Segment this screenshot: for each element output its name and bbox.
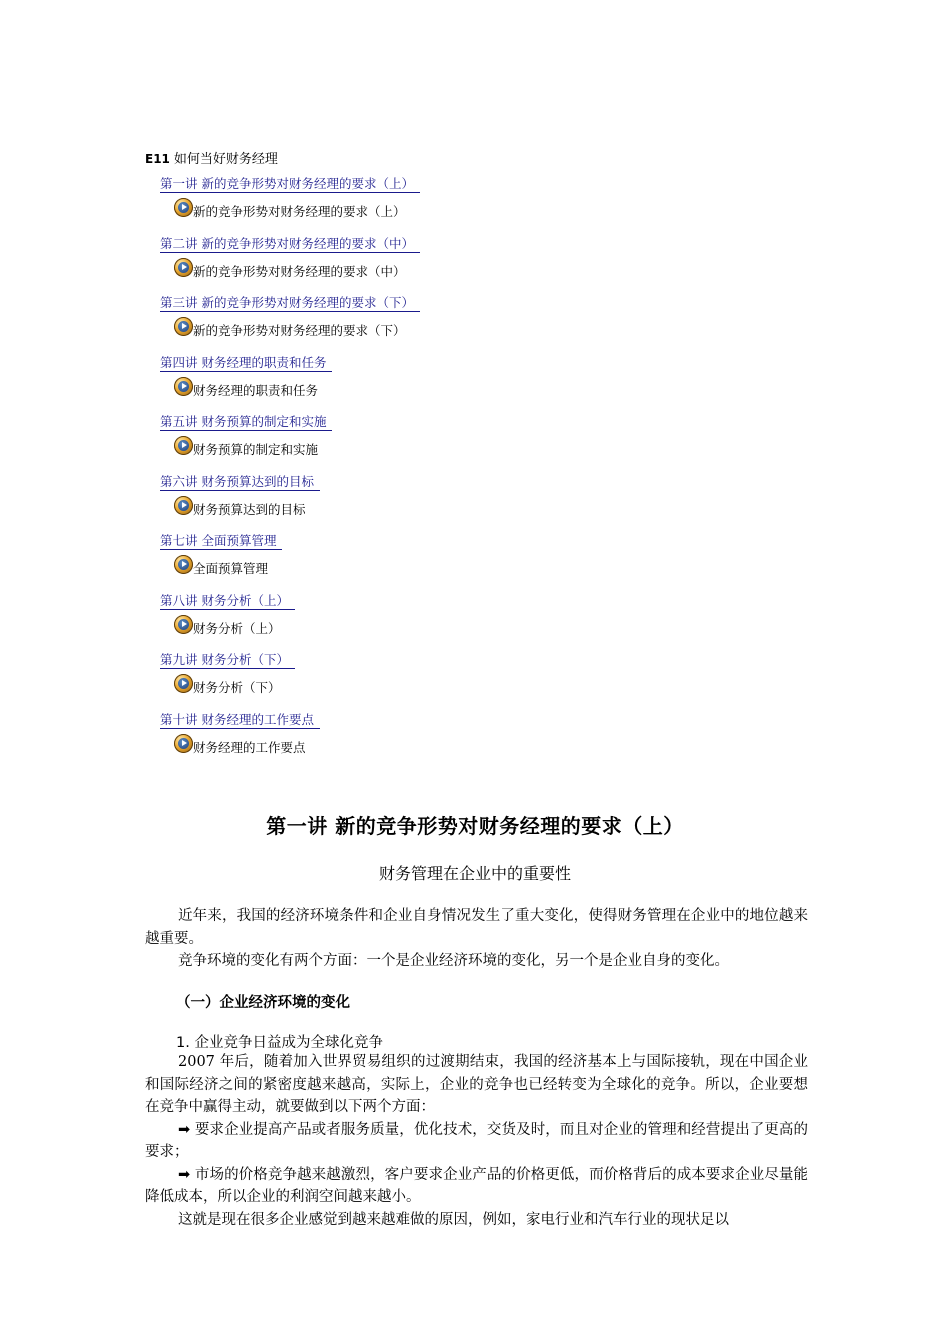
course-title (145, 148, 278, 167)
play-video-icon[interactable] (174, 496, 193, 515)
point-heading: 1. 企业竞争日益成为全球化竞争 (176, 1035, 383, 1051)
video-label: 财务经理的职责和任务 (193, 382, 319, 398)
arrow-right-icon: ➡ (178, 1121, 191, 1138)
part-heading: （一）企业经济环境的变化 (176, 995, 350, 1011)
lecture-link[interactable]: 第九讲 财务分析（下） (160, 652, 295, 669)
play-video-icon[interactable] (174, 674, 193, 693)
video-label: 全面预算管理 (193, 561, 269, 576)
lecture-link[interactable]: 第八讲 财务分析（上） (160, 593, 295, 610)
play-video-icon[interactable] (174, 258, 193, 277)
video-item[interactable] (174, 615, 281, 637)
video-label: 新的竞争形势对财务经理的要求（下） (193, 323, 406, 338)
play-video-icon[interactable] (174, 377, 193, 396)
play-video-icon[interactable] (174, 317, 193, 336)
video-item[interactable] (174, 258, 406, 280)
video-label: 新的竞争形势对财务经理的要求（上） (193, 204, 406, 219)
video-item[interactable] (174, 198, 406, 220)
point-paragraph-2: 这就是现在很多企业感觉到越来越难做的原因，例如，家电行业和汽车行业的现状足以 (178, 1211, 729, 1228)
intro-text (145, 905, 808, 973)
point-body (145, 1051, 808, 1231)
bullet-item (145, 1164, 808, 1209)
video-label: 财务分析（上） (193, 620, 281, 636)
intro-paragraph-1: 近年来，我国的经济环境条件和企业自身情况发生了重大变化，使得财务管理在企业中的地位越来越重要。 (145, 908, 808, 947)
play-video-icon[interactable] (174, 734, 193, 753)
play-video-icon[interactable] (174, 198, 193, 217)
video-item[interactable] (174, 377, 318, 399)
video-label: 财务经理的工作要点 (193, 739, 306, 755)
bullet-text: 要求企业提高产品或者服务质量，优化技术，交货及时，而且对企业的管理和经营提出了更高的要求； (145, 1121, 809, 1160)
play-video-icon[interactable] (174, 555, 193, 574)
lecture-link[interactable]: 第六讲 财务预算达到的目标 (160, 474, 320, 491)
video-item[interactable] (174, 734, 306, 756)
lecture-link[interactable]: 第五讲 财务预算的制定和实施 (160, 414, 332, 431)
lecture-link[interactable]: 第一讲 新的竞争形势对财务经理的要求（上） (160, 176, 420, 193)
video-label: 财务预算的制定和实施 (193, 442, 319, 457)
play-video-icon[interactable] (174, 436, 193, 455)
course-code: E11 (145, 152, 170, 166)
section-subheading: 财务管理在企业中的重要性 (378, 864, 571, 883)
intro-paragraph-2: 竞争环境的变化有两个方面：一个是企业经济环境的变化，另一个是企业自身的变化。 (178, 953, 729, 969)
video-item[interactable] (174, 555, 268, 577)
video-label: 财务分析（下） (193, 680, 281, 695)
lecture-heading: 第一讲 新的竞争形势对财务经理的要求（上） (266, 814, 684, 838)
lecture-link[interactable]: 第十讲 财务经理的工作要点 (160, 712, 320, 729)
lecture-link[interactable]: 第七讲 全面预算管理 (160, 533, 282, 550)
bullet-item (145, 1119, 808, 1164)
bullet-text: 市场的价格竞争越来越激烈，客户要求企业产品的价格更低，而价格背后的成本要求企业尽量能降低成本，所以企业的利润空间越来越小。 (145, 1166, 809, 1205)
video-item[interactable] (174, 674, 281, 696)
video-label: 财务预算达到的目标 (193, 501, 306, 517)
play-video-icon[interactable] (174, 615, 193, 634)
video-item[interactable] (174, 496, 306, 518)
video-label: 新的竞争形势对财务经理的要求（中） (193, 263, 406, 279)
video-item[interactable] (174, 436, 318, 458)
lecture-link[interactable]: 第四讲 财务经理的职责和任务 (160, 355, 332, 372)
arrow-right-icon: ➡ (178, 1166, 191, 1183)
video-item[interactable] (174, 317, 406, 339)
point-paragraph-1: 2007 年后，随着加入世界贸易组织的过渡期结束，我国的经济基本上与国际接轨，现在中国企业和国际经济之间的紧密度越来越高，实际上，企业的竞争也已经转变为全球化的竞争。所以，企业要想在竞争中赢得主动，就要做到以下两个方面： (145, 1054, 808, 1115)
lecture-link[interactable]: 第二讲 新的竞争形势对财务经理的要求（中） (160, 236, 420, 253)
course-name: 如何当好财务经理 (173, 152, 278, 167)
lecture-link[interactable]: 第三讲 新的竞争形势对财务经理的要求（下） (160, 295, 420, 312)
